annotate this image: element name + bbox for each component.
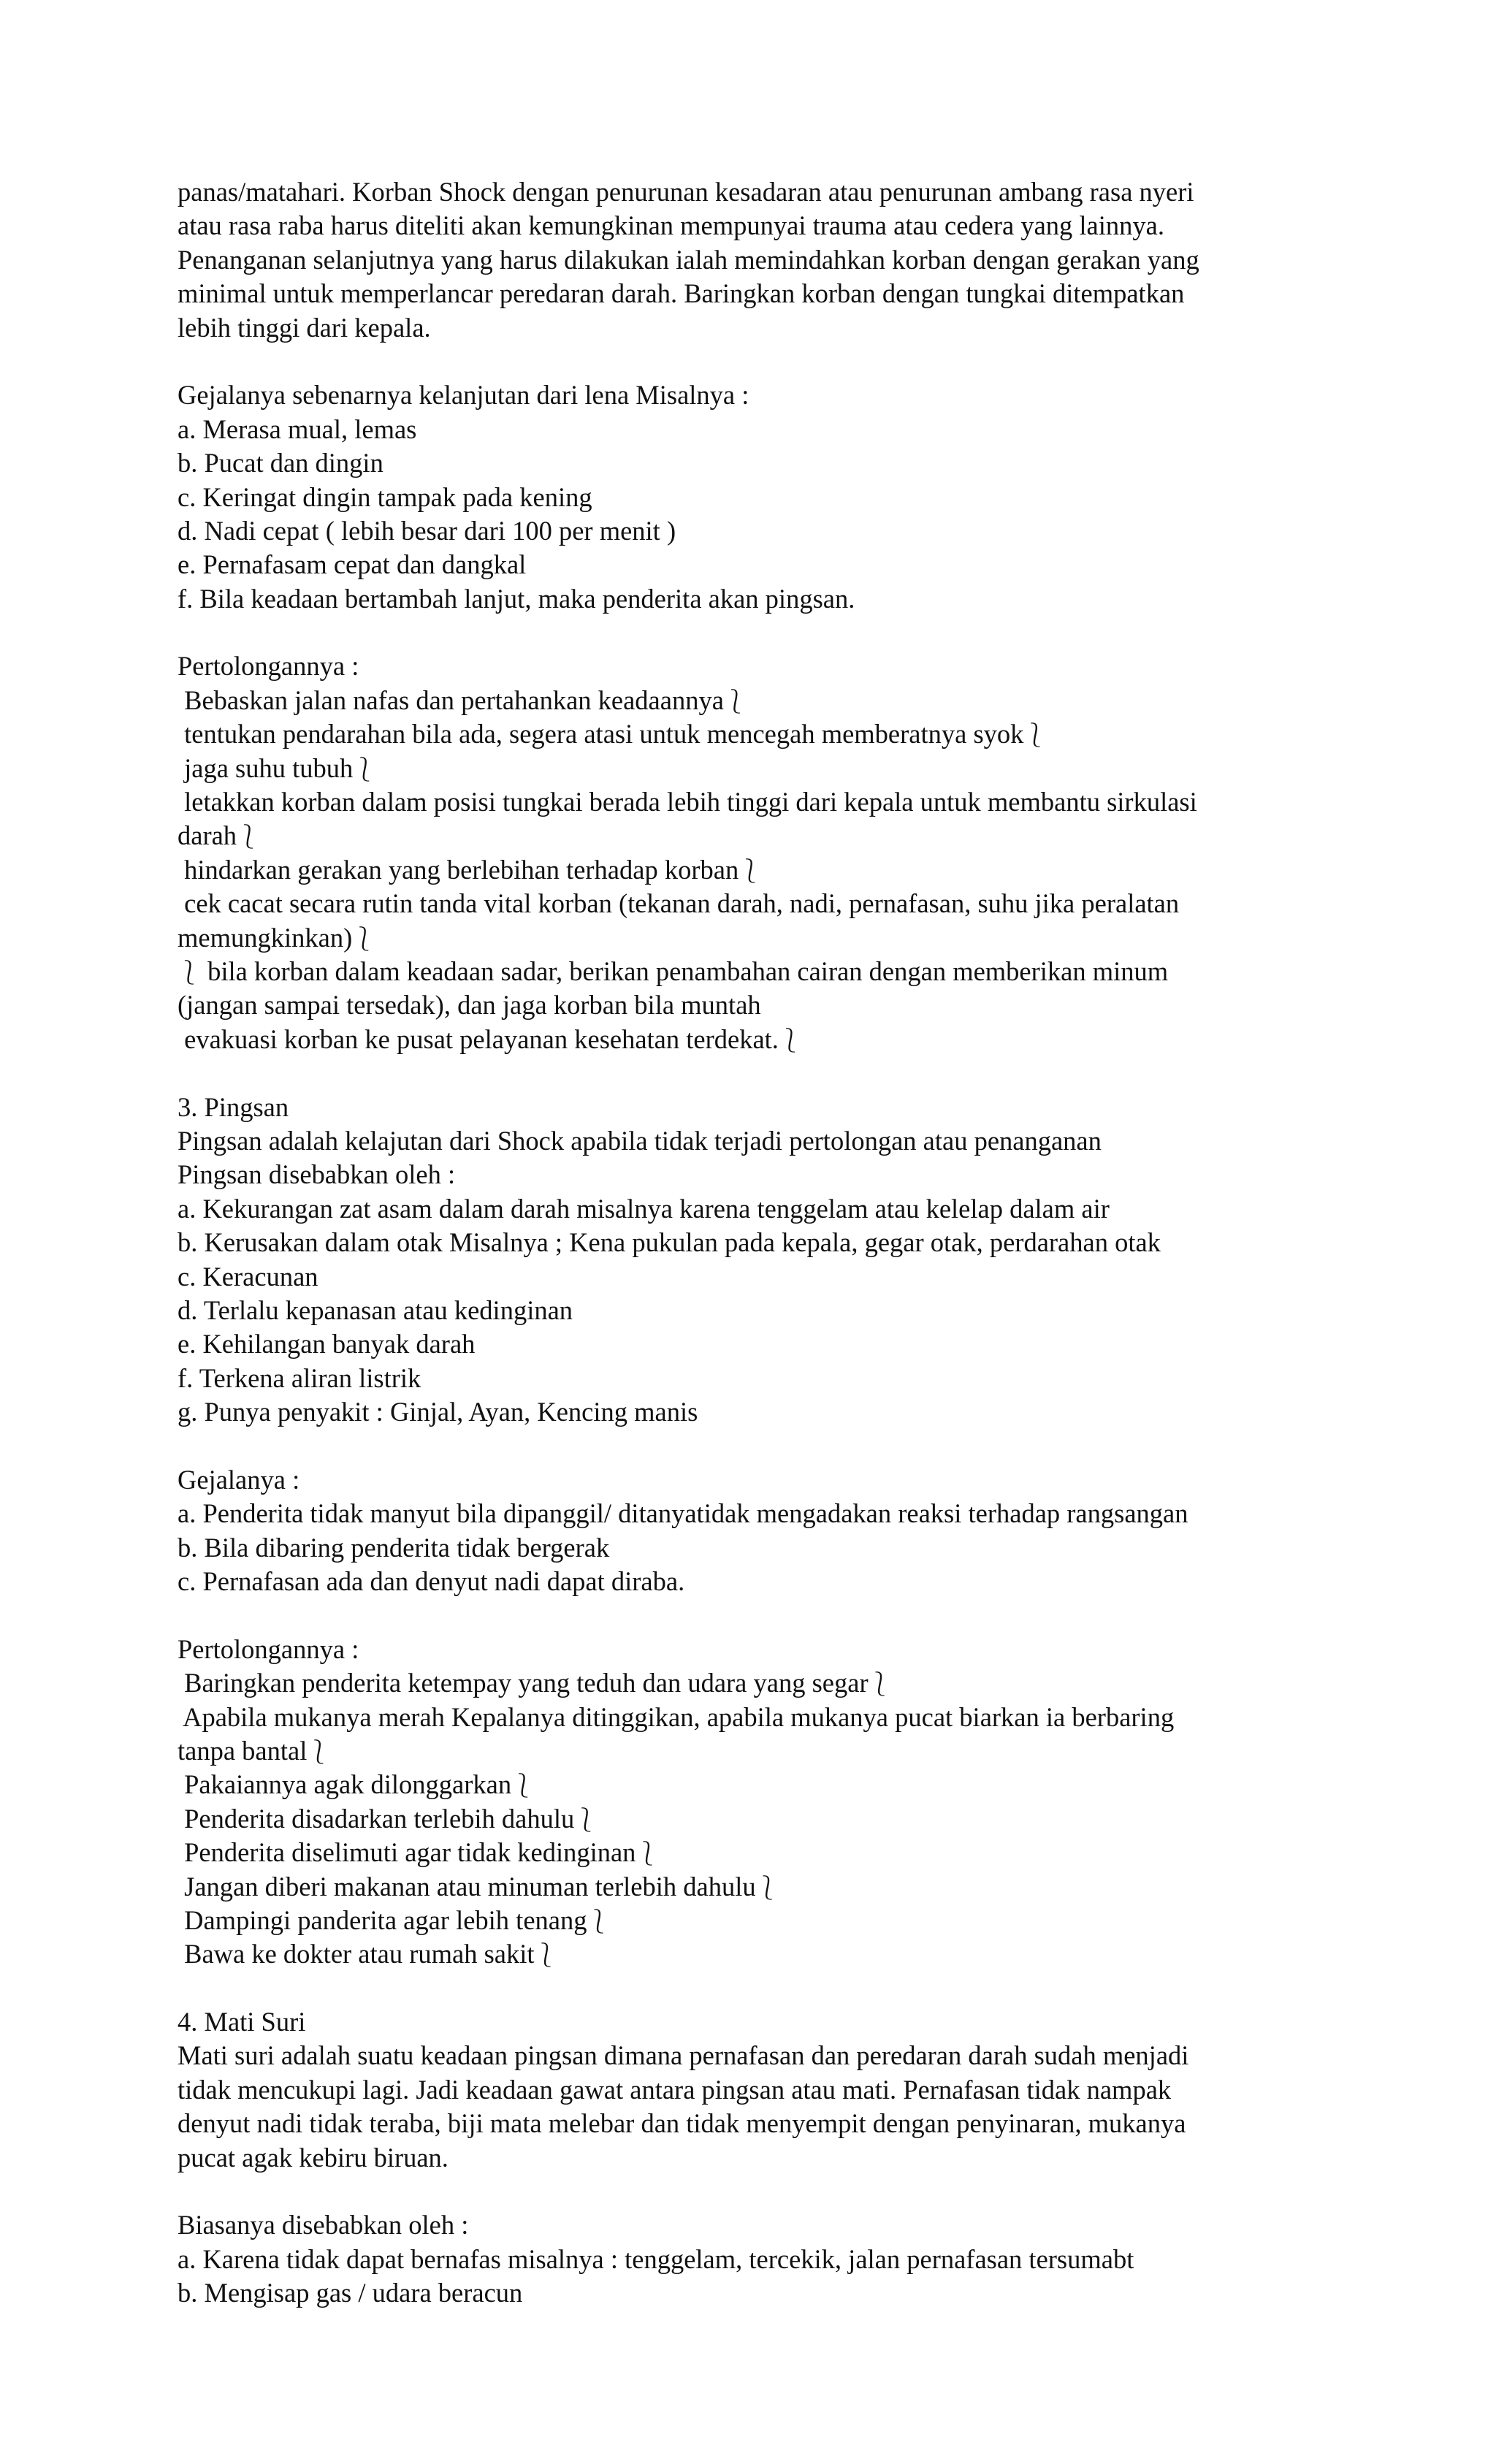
list-item-text: Bawa ke dokter atau rumah sakit [178, 1939, 535, 1969]
list-item: e. Pernafasam cepat dan dangkal [178, 549, 527, 580]
list-item: a. Merasa mual, lemas [178, 413, 417, 444]
list-item: c. Keracunan [178, 1261, 318, 1292]
bullet-glyph-icon: ⎱ [237, 823, 261, 851]
section-title: 3. Pingsan [178, 1091, 289, 1122]
list-item [178, 1734, 1332, 1768]
list-item [178, 752, 1332, 785]
list-item [178, 1904, 1332, 1937]
list-item-text: Penderita diselimuti agar tidak kedinginan [178, 1837, 636, 1868]
section-heading: Pertolongannya : [178, 1633, 359, 1664]
list-item-text: jaga suhu tubuh [178, 752, 354, 783]
list-item-text: Dampingi panderita agar lebih tenang [178, 1904, 587, 1935]
text-line: lebih tinggi dari kepala. [178, 312, 431, 343]
bullet-glyph-icon: ⎱ [307, 1737, 331, 1766]
bullet-glyph-icon: ⎱ [353, 755, 377, 783]
text-line: panas/matahari. Korban Shock dengan penurunan kesadaran atau penurunan ambang rasa nyeri [178, 177, 1194, 207]
list-item: letakkan korban dalam posisi tungkai berada lebih tinggi dari kepala untuk membantu sirkulasi [178, 787, 1197, 817]
bullet-glyph-icon: ⎱ [723, 687, 747, 715]
list-item-text: tentukan pendarahan bila ada, segera atasi untuk mencegah memberatnya syok [178, 719, 1024, 750]
pingsan-section [178, 1091, 1332, 1972]
list-item: g. Punya penyakit : Ginjal, Ayan, Kencing manis [178, 1397, 698, 1427]
list-item [178, 819, 1332, 853]
list-item [178, 1666, 1332, 1700]
list-item: b. Bila dibaring penderita tidak bergerak [178, 1532, 610, 1563]
shock-help [178, 649, 1332, 1056]
list-item-text: Bebaskan jalan nafas dan pertahankan keadaannya [178, 684, 724, 715]
bullet-glyph-icon: ⎱ [352, 924, 376, 953]
list-item-text: memungkinkan) [178, 922, 353, 953]
bullet-glyph-icon: ⎱ [636, 1839, 660, 1868]
list-item: f. Bila keadaan bertambah lanjut, maka penderita akan pingsan. [178, 583, 855, 614]
list-item-text: evakuasi korban ke pusat pelayanan kesehatan terdekat. [178, 1023, 779, 1054]
list-item [178, 1870, 1332, 1904]
section-heading: Pertolongannya : [178, 651, 359, 682]
bullet-glyph-icon: ⎱ [178, 958, 202, 986]
text-line: Mati suri adalah suatu keadaan pingsan dimana pernafasan dan peredaran darah sudah menjadi [178, 2040, 1189, 2071]
list-item: f. Terkena aliran listrik [178, 1362, 421, 1393]
bullet-glyph-icon: ⎱ [778, 1026, 802, 1054]
section-title: 4. Mati Suri [178, 2007, 306, 2037]
list-item: a. Penderita tidak manyut bila dipanggil/ ditanyatidak mengadakan reaksi terhadap rangsangan [178, 1498, 1188, 1529]
list-item: c. Keringat dingin tampak pada kening [178, 481, 592, 512]
bullet-glyph-icon: ⎱ [587, 1907, 611, 1935]
list-item-text: tanpa bantal [178, 1735, 308, 1766]
list-item: b. Pucat dan dingin [178, 448, 383, 478]
list-item: a. Karena tidak dapat bernafas misalnya : tenggelam, tercekik, jalan pernafasan tersumabt [178, 2243, 1134, 2274]
list-item [178, 684, 1332, 717]
text-line: minimal untuk memperlancar peredaran darah. Baringkan korban dengan tungkai ditempatkan [178, 278, 1185, 309]
bullet-glyph-icon: ⎱ [511, 1771, 535, 1800]
list-item-text: Jangan diberi makanan atau minuman terlebih dahulu [178, 1871, 756, 1902]
text-line: tidak mencukupi lagi. Jadi keadaan gawat antara pingsan atau mati. Pernafasan tidak nampak [178, 2074, 1172, 2105]
list-item [178, 1937, 1332, 1971]
list-item [178, 921, 1332, 955]
text-line: denyut nadi tidak teraba, biji mata melebar dan tidak menyempit dengan penyinaran, mukanya [178, 2108, 1186, 2139]
list-item: e. Kehilangan banyak darah [178, 1329, 476, 1359]
list-item-text: Baringkan penderita ketempay yang teduh dan udara yang segar [178, 1668, 869, 1698]
shock-paragraph [178, 175, 1332, 345]
bullet-glyph-icon: ⎱ [868, 1670, 892, 1698]
section-heading: Gejalanya : [178, 1464, 300, 1495]
list-item [178, 1768, 1332, 1801]
list-item: a. Kekurangan zat asam dalam darah misalnya karena tenggelam atau kelelap dalam air [178, 1193, 1110, 1224]
list-item: Apabila mukanya merah Kepalanya ditinggikan, apabila mukanya pucat biarkan ia berbaring [178, 1701, 1175, 1732]
section-heading: Biasanya disebabkan oleh : [178, 2210, 469, 2240]
list-item-text: Pakaiannya agak dilonggarkan [178, 1769, 512, 1800]
text-line: pucat agak kebiru biruan. [178, 2142, 449, 2173]
bullet-glyph-icon: ⎱ [1023, 721, 1047, 750]
bullet-glyph-icon: ⎱ [755, 1873, 779, 1902]
list-item [178, 1802, 1332, 1836]
list-item-text: bila korban dalam keadaan sadar, berikan penambahan cairan dengan memberikan minum [201, 956, 1169, 986]
list-item-text: hindarkan gerakan yang berlebihan terhadap korban [178, 854, 739, 885]
list-item [178, 1023, 1332, 1056]
list-item [178, 955, 1332, 988]
bullet-glyph-icon: ⎱ [739, 856, 763, 885]
shock-symptoms [178, 378, 1332, 616]
list-item [178, 717, 1332, 751]
mati-suri-section [178, 2005, 1332, 2311]
list-item [178, 853, 1332, 887]
list-item: b. Kerusakan dalam otak Misalnya ; Kena pukulan pada kepala, gegar otak, perdarahan otak [178, 1227, 1161, 1258]
section-heading: Gejalanya sebenarnya kelanjutan dari lena Misalnya : [178, 380, 749, 411]
list-item-text: darah [178, 820, 237, 851]
text-line: Penanganan selanjutnya yang harus dilakukan ialah memindahkan korban dengan gerakan yang [178, 244, 1199, 275]
section-heading: Pingsan disebabkan oleh : [178, 1159, 456, 1190]
bullet-glyph-icon: ⎱ [574, 1805, 598, 1834]
bullet-glyph-icon: ⎱ [534, 1941, 558, 1969]
text-line: Pingsan adalah kelajutan dari Shock apabila tidak terjadi pertolongan atau penanganan [178, 1125, 1102, 1156]
list-item: (jangan sampai tersedak), dan jaga korban bila muntah [178, 990, 761, 1021]
list-item: c. Pernafasan ada dan denyut nadi dapat diraba. [178, 1566, 685, 1597]
text-line: atau rasa raba harus diteliti akan kemungkinan mempunyai trauma atau cedera yang lainnya. [178, 210, 1164, 241]
document-page [178, 175, 1332, 2311]
list-item: cek cacat secara rutin tanda vital korban (tekanan darah, nadi, pernafasan, suhu jika peralatan [178, 888, 1180, 919]
list-item [178, 1836, 1332, 1869]
list-item-text: Penderita disadarkan terlebih dahulu [178, 1803, 575, 1834]
list-item: d. Terlalu kepanasan atau kedinginan [178, 1294, 573, 1325]
list-item: b. Mengisap gas / udara beracun [178, 2278, 523, 2308]
list-item: d. Nadi cepat ( lebih besar dari 100 per menit ) [178, 515, 676, 546]
